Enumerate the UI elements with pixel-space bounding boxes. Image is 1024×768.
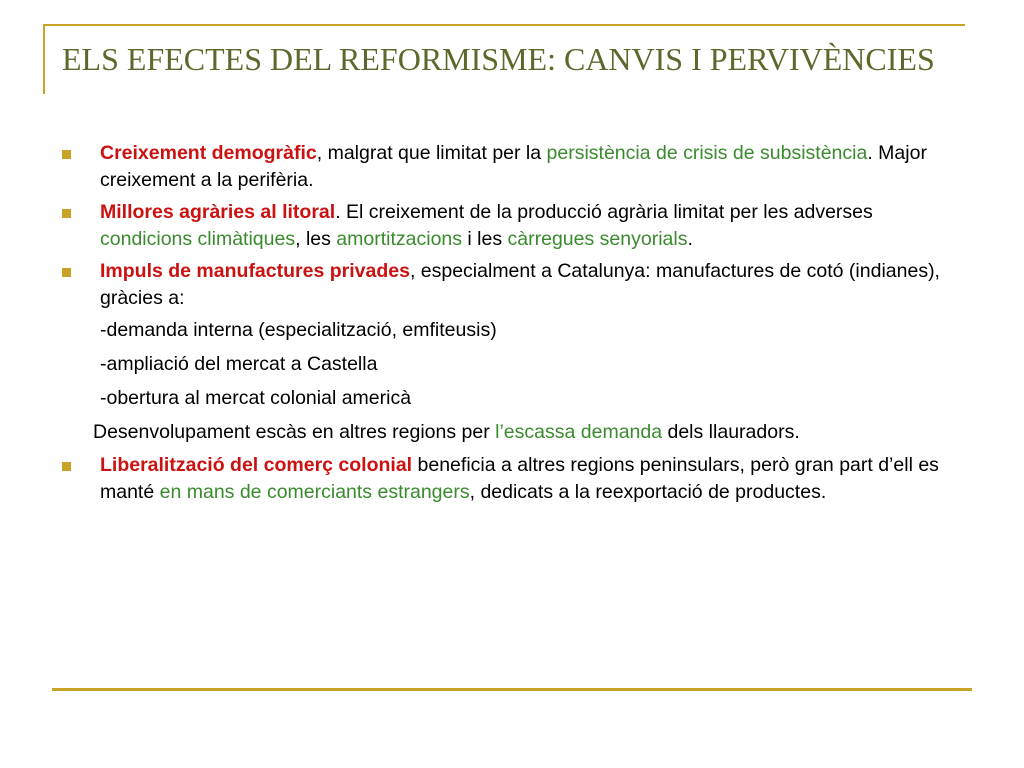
left-decorative-rule	[43, 24, 45, 94]
bullet-item	[60, 140, 960, 194]
bullet-text: .	[687, 228, 693, 250]
square-bullet-icon	[62, 209, 71, 218]
highlighted-phrase: càrregues senyorials	[507, 228, 688, 250]
square-bullet-icon	[62, 462, 71, 471]
bullet-text: , malgrat que limitat per la	[316, 142, 547, 164]
bullet-text: beneficia a altres regions peninsulars, però gran part d’ell es manté	[100, 454, 939, 503]
square-bullet-icon	[62, 150, 71, 159]
bullet-text: , especialment a Catalunya: manufactures de cotó (indianes), gràcies a:	[100, 260, 940, 309]
note-paragraph	[60, 419, 960, 446]
key-term: Impuls de manufactures privades	[100, 260, 410, 282]
square-bullet-icon	[62, 268, 71, 277]
bullet-text: , dedicats a la reexportació de productes.	[469, 481, 827, 503]
note-text: Desenvolupament escàs en altres regions per	[93, 421, 496, 443]
top-decorative-rule	[43, 24, 965, 26]
highlighted-phrase: l’escassa demanda	[495, 421, 663, 443]
bullet-item	[60, 199, 960, 253]
bottom-decorative-rule	[52, 688, 972, 691]
key-term: Millores agràries al litoral	[100, 201, 336, 223]
note-text: dels llauradors.	[662, 421, 800, 443]
highlighted-phrase: condicions climàtiques	[100, 228, 296, 250]
bullet-text: , les	[295, 228, 337, 250]
sub-list-item: -demanda interna (especialització, emfiteusis)	[100, 319, 497, 341]
bullet-item	[60, 258, 960, 312]
highlighted-phrase: persistència de crisis de subsistència	[546, 142, 868, 164]
bullet-text: i les	[462, 228, 508, 250]
slide-title: ELS EFECTES DEL REFORMISME: CANVIS I PERVIVÈNCIES	[62, 41, 935, 77]
bullet-text: . El creixement de la producció agrària limitat per les adverses	[335, 201, 873, 223]
bullet-text: . Major creixement a la perifèria.	[100, 142, 927, 191]
bullet-item	[60, 452, 960, 506]
key-term: Creixement demogràfic	[100, 142, 317, 164]
highlighted-phrase: en mans de comerciants estrangers	[159, 481, 470, 503]
sub-list-item: -obertura al mercat colonial americà	[100, 387, 412, 409]
highlighted-phrase: amortitzacions	[336, 228, 463, 250]
sub-list-item: -ampliació del mercat a Castella	[100, 353, 378, 375]
key-term: Liberalització del comerç colonial	[100, 454, 413, 476]
slide-body	[60, 140, 960, 511]
